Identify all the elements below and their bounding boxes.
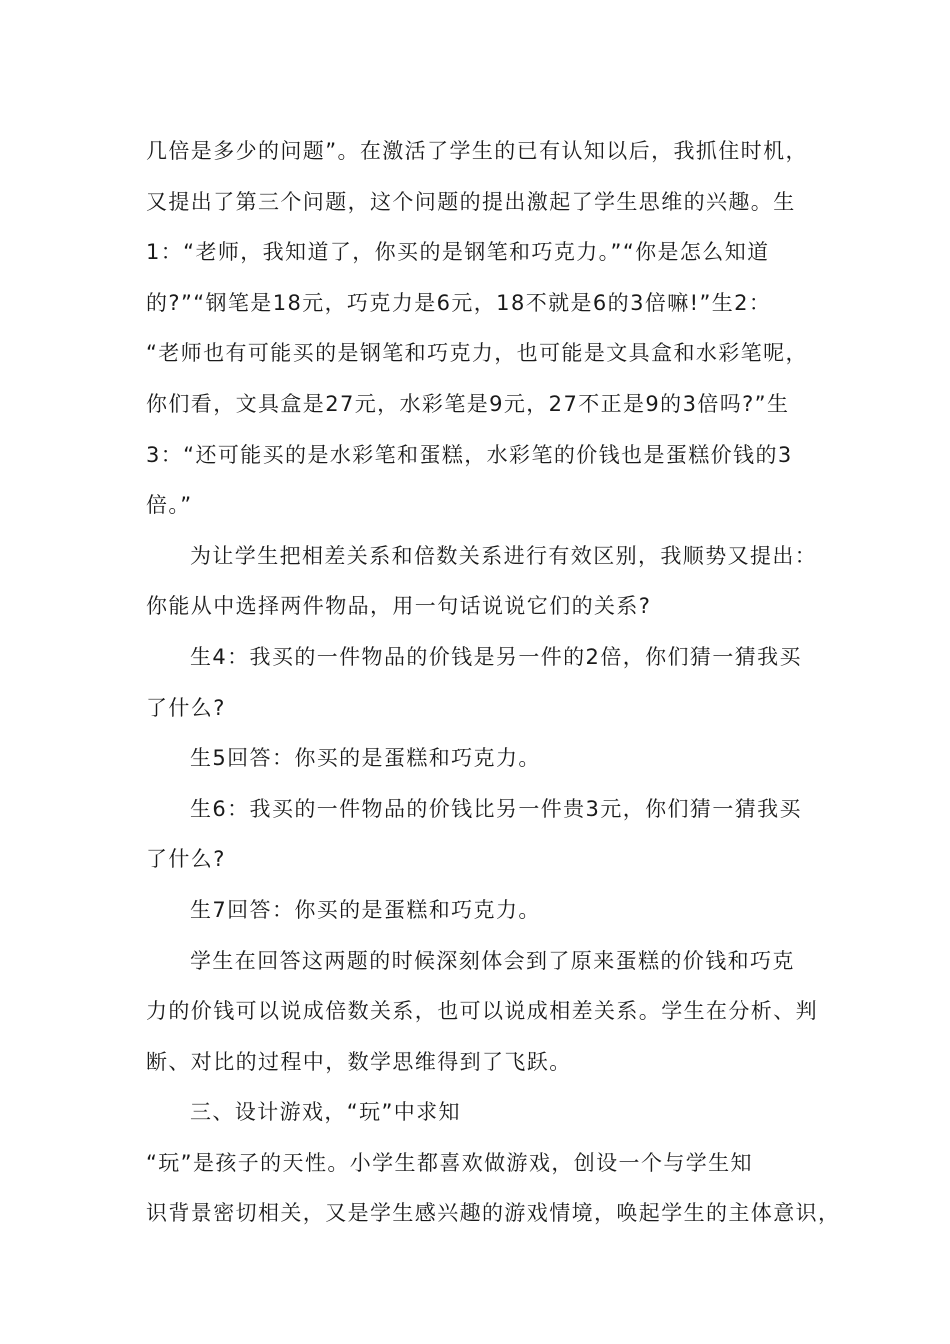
- text-line-15: 了什么?: [146, 847, 226, 872]
- text-line-18: 力的价钱可以说成倍数关系，也可以说成相差关系。学生在分析、判: [146, 999, 818, 1024]
- text-line-4: 的?”“钢笔是18元，巧克力是6元，18不就是6的3倍嘛!”生2：: [146, 290, 772, 315]
- text-line-14: 生6：我买的一件物品的价钱比另一件贵3元，你们猜一猜我买: [190, 796, 802, 821]
- text-line-12: 了什么?: [146, 695, 226, 720]
- text-line-21: “玩”是孩子的天性。小学生都喜欢做游戏，创设一个与学生知: [146, 1150, 753, 1175]
- text-line-19: 断、对比的过程中，数学思维得到了飞跃。: [146, 1049, 572, 1074]
- text-line-5: “老师也有可能买的是钢笔和巧克力，也可能是文具盒和水彩笔呢，: [146, 341, 808, 366]
- text-line-1: 几倍是多少的问题”。在激活了学生的已有认知以后，我抓住时机，: [146, 139, 808, 163]
- text-line-9: 为让学生把相差关系和倍数关系进行有效区别，我顺势又提出：: [190, 543, 818, 568]
- section-heading: 三、设计游戏，“玩”中求知: [190, 1100, 461, 1125]
- text-line-17: 学生在回答这两题的时候深刻体会到了原来蛋糕的价钱和巧克: [190, 948, 795, 973]
- text-line-11: 生4：我买的一件物品的价钱是另一件的2倍，你们猜一猜我买: [190, 644, 802, 669]
- text-line-16: 生7回答：你买的是蛋糕和巧克力。: [190, 897, 541, 922]
- text-line-3: 1：“老师，我知道了，你买的是钢笔和巧克力。”“你是怎么知道: [146, 240, 770, 265]
- text-line-2: 又提出了第三个问题，这个问题的提出激起了学生思维的兴趣。生: [146, 189, 796, 214]
- text-line-10: 你能从中选择两件物品，用一句话说说它们的关系?: [146, 594, 652, 619]
- text-line-22: 识背景密切相关，又是学生感兴趣的游戏情境，唤起学生的主体意识，: [146, 1201, 841, 1226]
- text-line-6: 你们看，文具盒是27元，水彩笔是9元，27不正是9的3倍吗?”生: [146, 391, 790, 416]
- text-line-7: 3：“还可能买的是水彩笔和蛋糕，水彩笔的价钱也是蛋糕价钱的3: [146, 442, 793, 467]
- text-line-8: 倍。”: [146, 493, 193, 518]
- text-line-13: 生5回答：你买的是蛋糕和巧克力。: [190, 746, 541, 771]
- document-body: [146, 126, 841, 1239]
